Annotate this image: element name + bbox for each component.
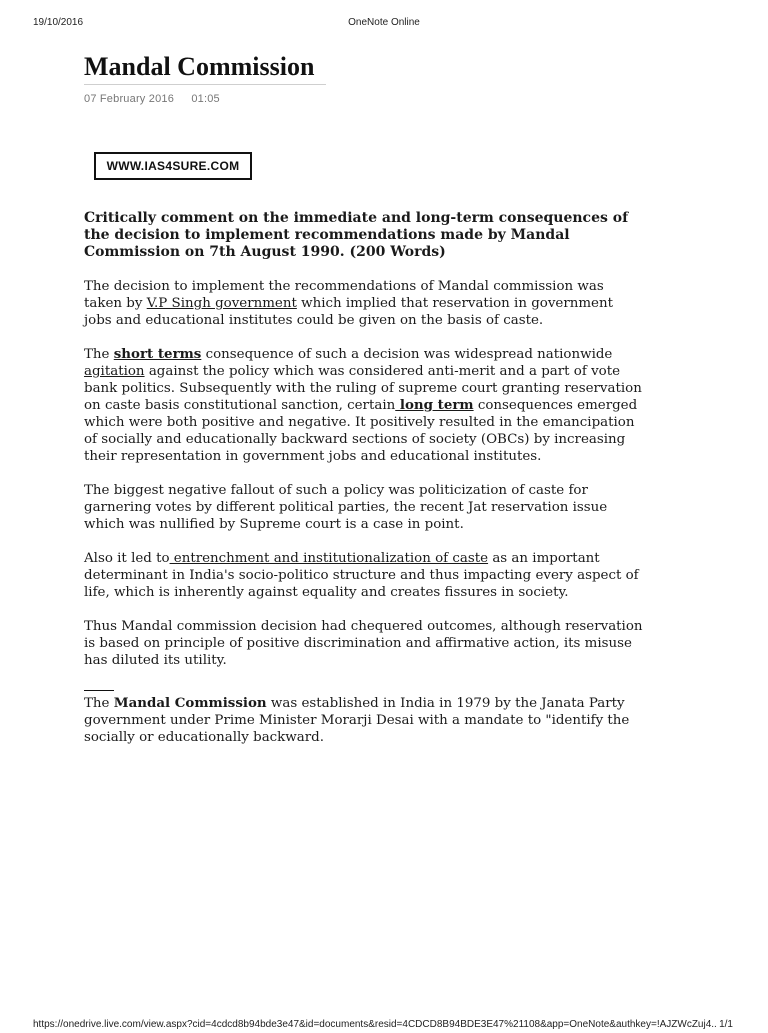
p4-text-a: Also it led to — [84, 551, 170, 566]
page-timestamp — [84, 93, 644, 105]
entrenchment-link[interactable]: entrenchment and institutionalization of caste — [169, 551, 489, 566]
paragraph-1 — [84, 278, 644, 329]
p2-text-d: consequences emerged which were both positive and negative. It positively resulted in the emancipation of socially and educationally backward sections of society (OBCs) by increasing their representation in government jobs and educational institutes. — [84, 398, 638, 464]
print-date: 19/10/2016 — [33, 17, 84, 28]
short-terms-text: short terms — [113, 346, 202, 362]
page-title: Mandal Commission — [84, 52, 326, 85]
p2-text-c: against the policy which was considered anti-merit and a part of vote bank politics. Subsequently with the ruling of supreme court granting reservation on caste basis constitutional sanction, certain — [84, 364, 642, 413]
site-logo-box — [94, 152, 252, 180]
paragraph-3: The biggest negative fallout of such a policy was politicization of caste for garnering votes by different political parties, the recent Jat reservation issue which was nullified by Supreme court is a case in point. — [84, 483, 608, 532]
question-text: Critically comment on the immediate and long-term consequences of the decision to implement recommendations made by Mandal Commission on 7th August 1990. (200 Words) — [84, 210, 629, 260]
print-header — [0, 17, 768, 31]
note-content — [84, 210, 644, 763]
paragraph-6 — [84, 695, 644, 746]
p1-text-a: The decision to implement the recommendations of Mandal commission was taken by — [84, 279, 604, 311]
p6-text-a: The — [84, 696, 114, 711]
print-url: https://onedrive.live.com/view.aspx?cid=4cdcd8b94bde3e47&id=documents&resid=4CDCD8B94BDE3E47%21108&app=OneNote&authkey=!AJZWcZuj4.. — [33, 1019, 717, 1030]
paragraph-5: Thus Mandal commission decision had chequered outcomes, although reservation is based on principle of positive discrimination and affirmative action, its misuse has diluted its utility. — [84, 619, 643, 668]
print-footer — [0, 1019, 768, 1033]
p2-text-a: The — [84, 347, 114, 362]
site-logo-text: WWW.IAS4SURE.COM — [106, 159, 240, 173]
paragraph-4 — [84, 550, 644, 601]
page-date: 07 February 2016 — [84, 93, 175, 105]
p4-text-b: as an important determinant in India's socio-politico structure and thus impacting every aspect of life, which is inherently against equality and creates fissures in society. — [84, 551, 639, 600]
paragraph-2 — [84, 346, 644, 465]
vp-singh-link[interactable]: V.P Singh government — [146, 296, 297, 311]
agitation-link[interactable]: agitation — [84, 364, 145, 379]
p2-text-b: consequence of such a decision was widespread nationwide — [201, 347, 613, 362]
p1-text-b: which implied that reservation in government jobs and educational institutes could be given on the basis of caste. — [84, 296, 613, 328]
page-time: 01:05 — [191, 93, 220, 105]
long-term-text: long term — [395, 397, 474, 413]
print-app-title: OneNote Online — [348, 17, 420, 28]
mandal-commission-bold: Mandal Commission — [113, 695, 267, 711]
note-page — [84, 52, 644, 745]
p6-text-b: was established in India in 1979 by the Janata Party government under Prime Minister Morarji Desai with a mandate to "identify the socially or educationally backward. — [84, 696, 630, 745]
separator-line — [84, 690, 114, 691]
print-page-count: 1/1 — [719, 1019, 733, 1030]
